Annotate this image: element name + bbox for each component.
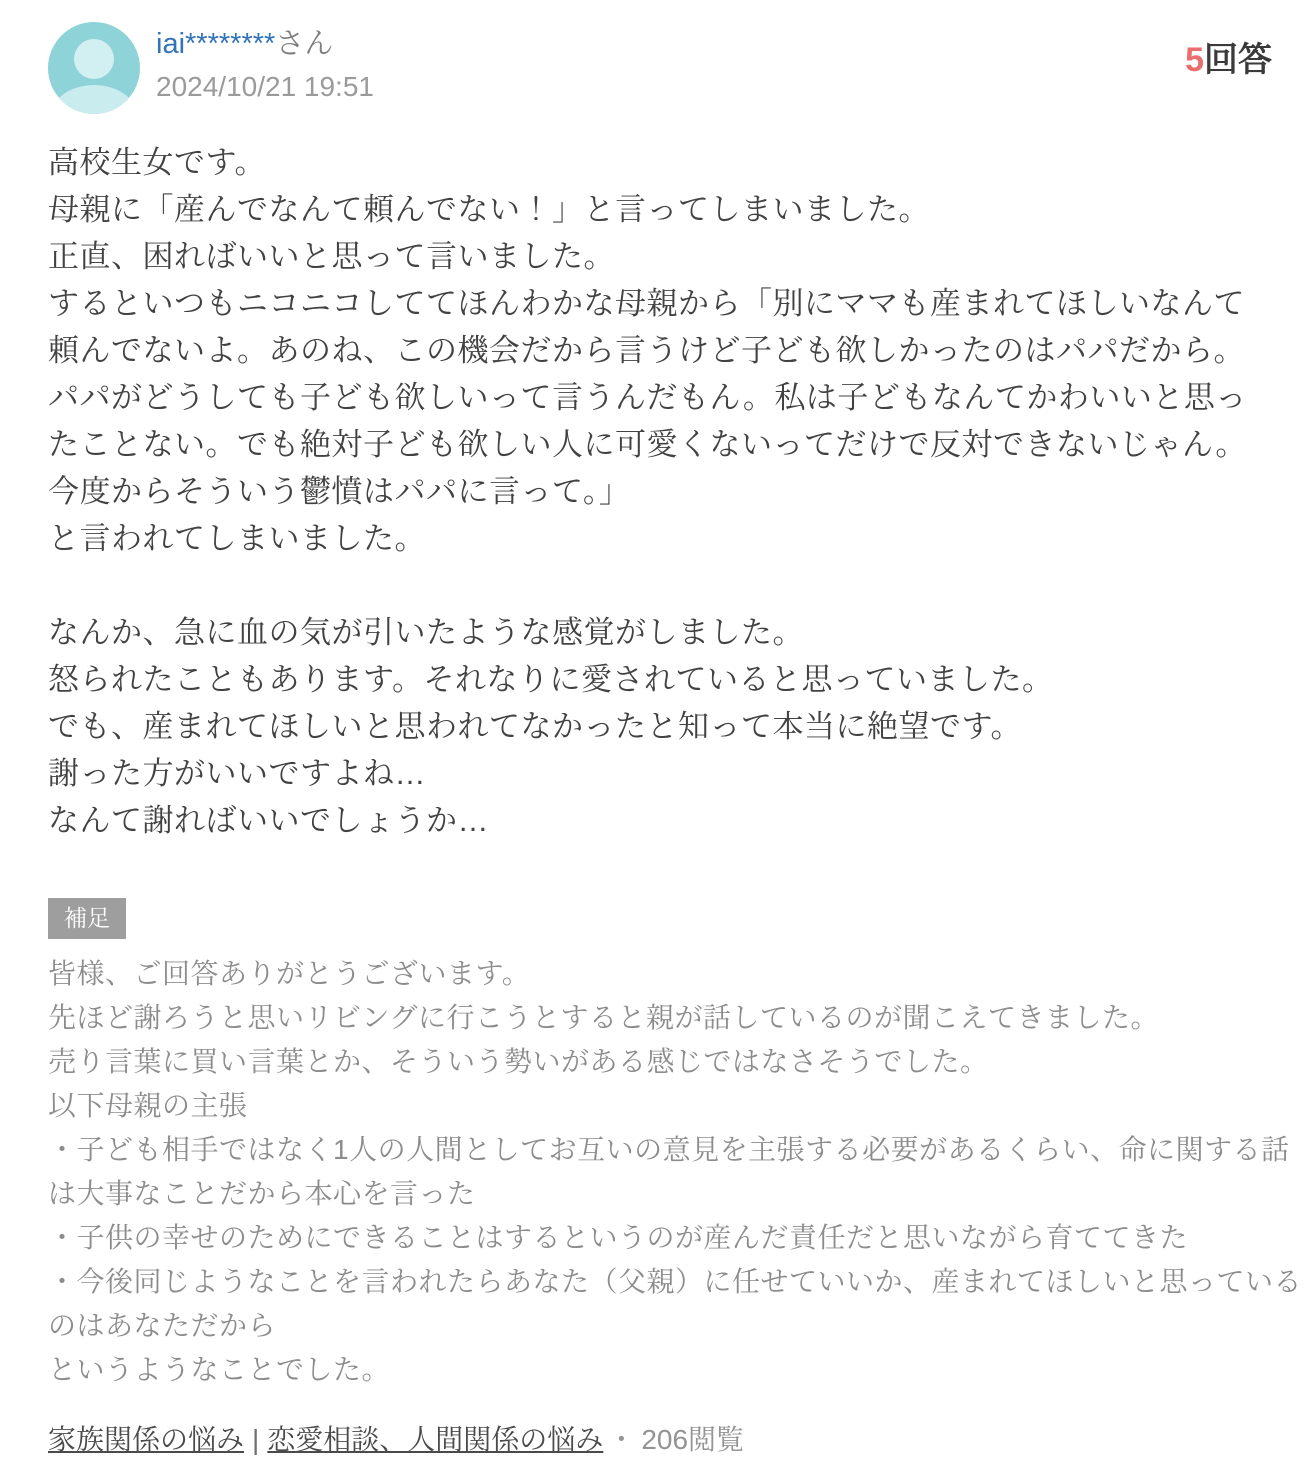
- supplement-text-line: 先ほど謝ろうと思いリビングに行こうとすると親が話しているのが聞こえてきました。: [48, 1002, 1159, 1033]
- person-icon: [74, 39, 114, 79]
- post-timestamp: 2024/10/21 19:51: [156, 71, 374, 103]
- views-dot-separator: ・: [607, 1424, 636, 1455]
- supplement-text-line: 売り言葉に買い言葉とか、そういう勢いがある感じではなさそうでした。: [48, 1046, 989, 1077]
- question-text-line: 頼んでないよ。あのね、この機会だから言うけど子ども欲しかったのはパパだから。: [48, 333, 1245, 368]
- question-text-line: 高校生女です。: [48, 145, 267, 180]
- answer-count: [1185, 22, 1272, 81]
- username-suffix: さん: [275, 28, 334, 60]
- category-footer: [48, 1418, 1272, 1458]
- question-text-line: するといつもニコニコしててほんわかな母親から「別にママも産まれてほしいなんて: [48, 286, 1245, 321]
- supplement-text-line: は大事なことだから本心を言った: [48, 1178, 476, 1209]
- view-count: 206閲覧: [641, 1424, 745, 1455]
- question-text-line: と言われてしまいました。: [48, 521, 426, 556]
- question-text-line: 今度からそういう鬱憤はパパに言って。」: [48, 474, 631, 509]
- category-link-family[interactable]: 家族関係の悩み: [48, 1424, 245, 1455]
- question-text-line: 正直、困ればいいと思って言いました。: [48, 239, 615, 274]
- supplement-text-line: ・子ども相手ではなく1人の人間としてお互いの意見を主張する必要があるくらい、命に関する話: [48, 1134, 1290, 1165]
- answer-count-number: 5: [1185, 41, 1204, 79]
- supplement-badge: 補足: [48, 898, 126, 939]
- question-header: [48, 22, 1272, 114]
- supplement-text-line: のはあなただから: [48, 1310, 277, 1341]
- user-avatar[interactable]: [48, 22, 140, 114]
- supplement-text-line: というようなことでした。: [48, 1354, 391, 1385]
- username: [156, 26, 374, 62]
- question-text-line: なんて謝ればいいでしょうか…: [48, 803, 489, 838]
- question-text-line: でも、産まれてほしいと思われてなかったと知って本当に絶望です。: [48, 709, 1023, 744]
- supplement-text-line: 以下母親の主張: [48, 1090, 248, 1121]
- supplement-body: [48, 952, 1303, 1392]
- question-text-line: たことない。でも絶対子ども欲しい人に可愛くないってだけで反対できないじゃん。: [48, 427, 1247, 462]
- username-link[interactable]: iai********: [156, 28, 276, 60]
- supplement-text-line: ・今後同じようなことを言われたらあなた（父親）に任せていいか、産まれてほしいと思っている: [48, 1266, 1303, 1297]
- question-body: [48, 139, 1272, 844]
- supplement-text-line: 皆様、ご回答ありがとうございます。: [48, 958, 531, 989]
- question-text-line: 謝った方がいいですよね…: [48, 756, 426, 791]
- question-text-line: 怒られたこともあります。それなりに愛されていると思っていました。: [48, 662, 1054, 697]
- question-text-line: 母親に「産んでなんて頼んでない！」と言ってしまいました。: [48, 192, 930, 227]
- person-icon: [51, 85, 137, 114]
- question-text-line: [48, 562, 1272, 609]
- user-meta: [156, 22, 374, 103]
- question-text-line: パパがどうしても子ども欲しいって言うんだもん。私は子どもなんてかわいいと思っ: [48, 380, 1247, 415]
- supplement-text-line: ・子供の幸せのためにできることはするというのが産んだ責任だと思いながら育ててきた: [48, 1222, 1189, 1253]
- answer-count-label: 回答: [1204, 41, 1272, 79]
- category-link-romance[interactable]: 恋愛相談、人間関係の悩み: [267, 1424, 604, 1455]
- question-text-line: なんか、急に血の気が引いたような感覚がしました。: [48, 615, 804, 650]
- category-separator: |: [252, 1424, 260, 1455]
